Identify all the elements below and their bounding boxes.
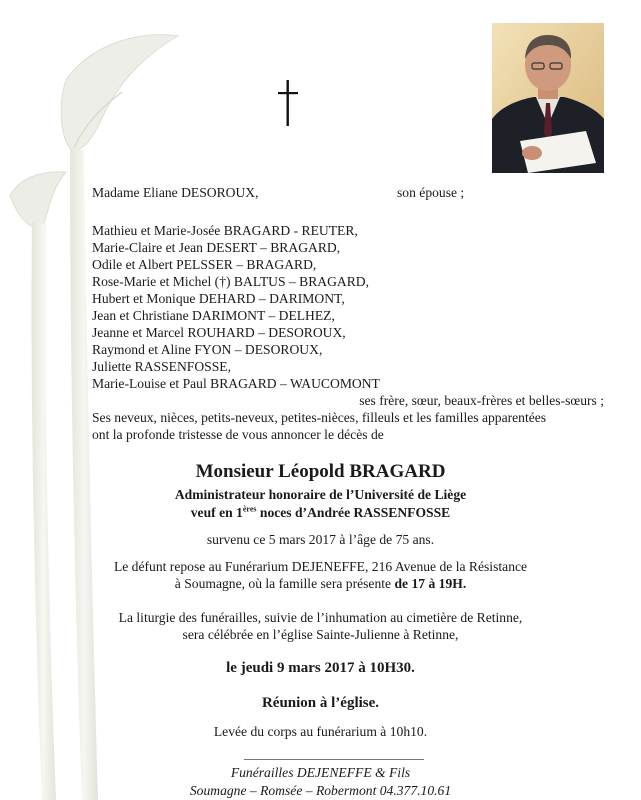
deceased-title-text: Administrateur honoraire de l’Université de Liège bbox=[174, 487, 467, 502]
announcement-line: ont la profonde tristesse de vous annoncer le décès de bbox=[92, 427, 384, 442]
funeral-home-name: Funérailles DEJENEFFE & Fils bbox=[230, 765, 411, 780]
deceased-name: Monsieur Léopold BRAGARD bbox=[195, 461, 446, 482]
death-line: survenu ce 5 mars 2017 à l’âge de 75 ans. bbox=[206, 532, 435, 547]
visiting-hours: de 17 à 19H. bbox=[394, 576, 467, 591]
family-member: Jean et Christiane DARIMONT – DELHEZ, bbox=[92, 308, 335, 323]
footer-divider bbox=[244, 759, 424, 760]
siblings-caption: ses frère, sœur, beaux-frères et belles-sœurs ; bbox=[359, 393, 604, 408]
relatives-line: Ses neveux, nièces, petits-neveux, petites-nièces, filleuls et les familles apparentées bbox=[92, 410, 547, 425]
widower-sup: ères bbox=[242, 504, 257, 514]
portrait-photo bbox=[492, 23, 604, 173]
family-member: Juliette RASSENFOSSE, bbox=[92, 359, 231, 374]
ceremony-date: le jeudi 9 mars 2017 à 10H30. bbox=[226, 660, 415, 676]
family-member: Marie-Claire et Jean DESERT – BRAGARD, bbox=[92, 240, 341, 255]
widower-post: noces d’Andrée RASSENFOSSE bbox=[256, 505, 451, 520]
family-member: Odile et Albert PELSSER – BRAGARD, bbox=[92, 257, 317, 272]
spouse-relation: son épouse ; bbox=[397, 185, 465, 200]
cross-icon bbox=[276, 80, 300, 126]
family-member: Hubert et Monique DEHARD – DARIMONT, bbox=[92, 291, 345, 306]
family-member: Jeanne et Marcel ROUHARD – DESOROUX, bbox=[92, 325, 346, 340]
family-member: Raymond et Aline FYON – DESOROUX, bbox=[92, 342, 323, 357]
rest-line-2-text: à Soumagne, où la famille sera présente bbox=[174, 576, 395, 591]
calla-lily-illustration bbox=[0, 0, 190, 800]
liturgy-line-2: sera célébrée en l’église Sainte-Julienne à Retinne, bbox=[182, 627, 459, 642]
levee-line: Levée du corps au funérarium à 10h10. bbox=[213, 724, 428, 739]
widower-pre: veuf en 1 bbox=[190, 505, 243, 520]
deceased-title bbox=[0, 486, 641, 503]
widower-line bbox=[0, 504, 641, 521]
rest-line: Le défunt repose au Funérarium DEJENEFFE, 216 Avenue de la Résistance bbox=[113, 559, 528, 574]
family-member: Marie-Louise et Paul BRAGARD – WAUCOMONT bbox=[92, 376, 380, 391]
rest-line-2 bbox=[0, 575, 641, 592]
meeting-place: Réunion à l’église. bbox=[261, 695, 380, 711]
family-member: Rose-Marie et Michel (†) BALTUS – BRAGARD, bbox=[92, 274, 370, 289]
family-member: Mathieu et Marie-Josée BRAGARD - REUTER, bbox=[92, 223, 358, 238]
spouse-name: Madame Eliane DESOROUX, bbox=[92, 185, 259, 200]
liturgy-line: La liturgie des funérailles, suivie de l’inhumation au cimetière de Retinne, bbox=[118, 610, 523, 625]
funeral-home-address: Soumagne – Romsée – Robermont 04.377.10.61 bbox=[189, 783, 452, 798]
